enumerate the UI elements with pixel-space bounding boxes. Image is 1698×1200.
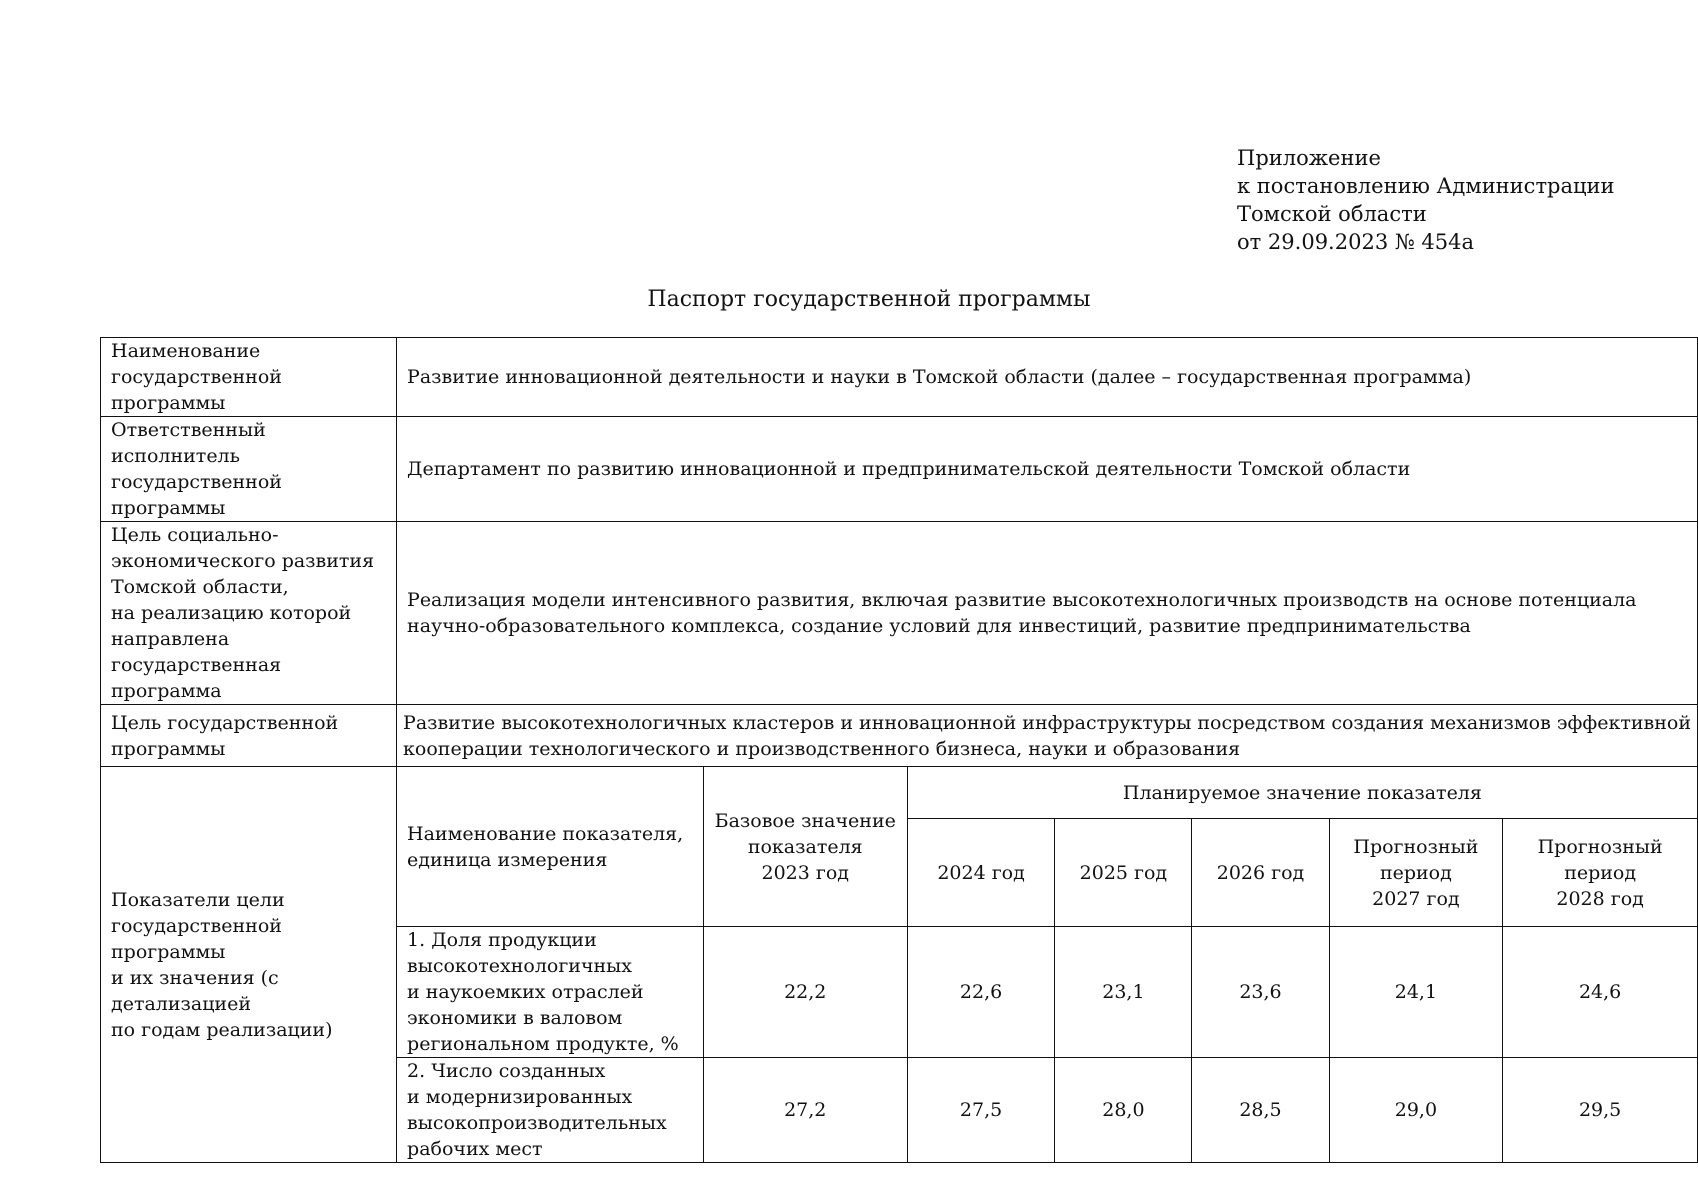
year-value: 24,1 [1329,927,1503,1058]
year-value: 22,6 [907,927,1055,1058]
year-value: 29,5 [1503,1058,1698,1163]
table-row-program-name [101,338,1698,417]
row-value: Развитие высокотехнологичных кластеров и инновационной инфраструктуры посредством создания механизмов эффективной кооперации технологического и производственного бизнеса, науки и образования [397,705,1698,767]
indicator-name: 2. Число созданных и модернизированных высокопроизводительных рабочих мест [397,1058,704,1163]
year-header: 2025 год [1055,819,1192,927]
indicators-label: Показатели цели государственной программы и их значения (с детализацией по годам реализации) [101,767,397,1163]
indicator-header-row [101,767,1698,819]
year-header: Прогнозный период 2028 год [1503,819,1698,927]
appendix-line: Приложение [1237,146,1381,170]
base-value: 27,2 [703,1058,907,1163]
base-value-header: Базовое значение показателя 2023 год [703,767,907,927]
base-value: 22,2 [703,927,907,1058]
table-row-socio-economic-goal [101,522,1698,705]
year-header: 2026 год [1192,819,1329,927]
year-value: 29,0 [1329,1058,1503,1163]
row-label: Наименование государственной программы [101,338,397,417]
planned-value-header: Планируемое значение показателя [907,767,1697,819]
row-label: Цель государственной программы [101,705,397,767]
year-value: 27,5 [907,1058,1055,1163]
document-title: Паспорт государственной программы [647,287,1091,312]
row-label: Ответственный исполнитель государственной программы [101,417,397,522]
year-value: 23,1 [1055,927,1192,1058]
year-header: 2024 год [907,819,1055,927]
passport-table [100,337,1698,1163]
row-value: Департамент по развитию инновационной и предпринимательской деятельности Томской области [397,417,1698,522]
year-value: 28,5 [1192,1058,1329,1163]
table-row-responsible [101,417,1698,522]
row-label: Цель социально- экономического развития Томской области, на реализацию которой направлена государственная программа [101,522,397,705]
row-value: Развитие инновационной деятельности и науки в Томской области (далее – государственная программа) [397,338,1698,417]
appendix-line: к постановлению Администрации [1237,174,1615,198]
appendix-block [1237,144,1657,256]
indicator-name: 1. Доля продукции высокотехнологичных и наукоемких отраслей экономики в валовом региональном продукте, % [397,927,704,1058]
table-row-program-goal [101,705,1698,767]
indicator-name-header: Наименование показателя, единица измерения [397,767,704,927]
year-value: 24,6 [1503,927,1698,1058]
year-header: Прогнозный период 2027 год [1329,819,1503,927]
appendix-line: от 29.09.2023 № 454а [1237,230,1474,254]
year-value: 23,6 [1192,927,1329,1058]
appendix-line: Томской области [1237,202,1427,226]
row-value: Реализация модели интенсивного развития, включая развитие высокотехнологичных производств на основе потенциала научно-образовательного комплекса, создание условий для инвестиций, развитие предпринимательства [397,522,1698,705]
year-value: 28,0 [1055,1058,1192,1163]
